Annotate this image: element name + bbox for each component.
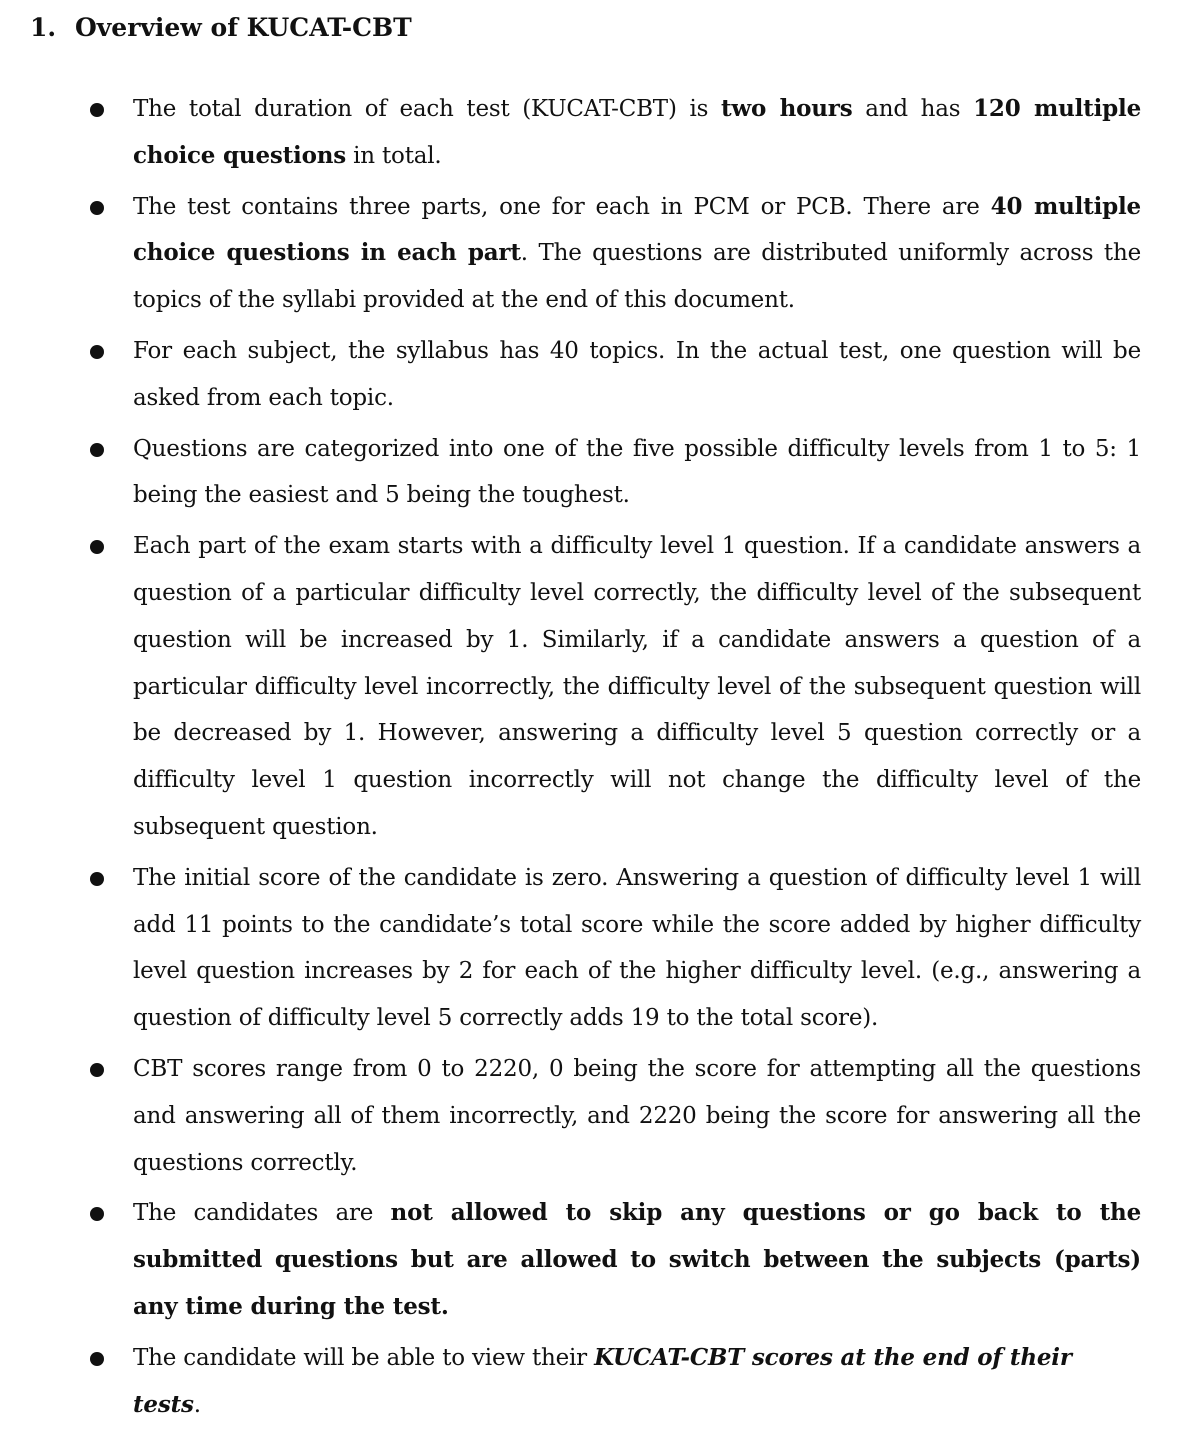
section-heading: [30, 10, 412, 46]
list-item: For each subject, the syllabus has 40 topics. In the actual test, one question will be asked from each topic.: [0, 328, 1200, 422]
list-item: The test contains three parts, one for each in PCM or PCB. There are 40 multiple choice questions in each part. The questions are distributed uniformly across the topics of the syllabi provided at the end of this document.: [0, 184, 1200, 324]
bullet-icon: [90, 345, 104, 359]
bullet-icon: [90, 103, 104, 117]
list-item: Questions are categorized into one of the five possible difficulty levels from 1 to 5: 1 being the easiest and 5 being the toughest.: [0, 426, 1200, 520]
list-item: Each part of the exam starts with a difficulty level 1 question. If a candidate answers a question of a particular difficulty level correctly, the difficulty level of the subsequent question will be increased by 1. Similarly, if a candidate answers a question of a particular difficulty level incorrectly, the difficulty level of the subsequent question will be decreased by 1. However, answering a difficulty level 5 question correctly or a difficulty level 1 question incorrectly will not change the difficulty level of the subsequent question.: [0, 523, 1200, 851]
list-item: The candidates are not allowed to skip any questions or go back to the submitted questions but are allowed to switch between the subjects (parts) any time during the test.: [0, 1190, 1200, 1330]
bullet-icon: [90, 1063, 104, 1077]
list-item: The initial score of the candidate is zero. Answering a question of difficulty level 1 will add 11 points to the candidate’s total score while the score added by higher difficulty level question increases by 2 for each of the higher difficulty level. (e.g., answering a question of difficulty level 5 correctly adds 19 to the total score).: [0, 855, 1200, 1042]
overview-list: [0, 86, 1200, 1432]
list-item: CBT scores range from 0 to 2220, 0 being the score for attempting all the questions and answering all of them incorrectly, and 2220 being the score for answering all the questions correctly.: [0, 1046, 1200, 1186]
bullet-icon: [90, 540, 104, 554]
list-item: The candidate will be able to view their KUCAT-CBT scores at the end of their tests.: [0, 1335, 1200, 1429]
bullet-icon: [90, 872, 104, 886]
section-number: 1.: [30, 13, 57, 42]
list-item: The total duration of each test (KUCAT-CBT) is two hours and has 120 multiple choice questions in total.: [0, 86, 1200, 180]
bullet-icon: [90, 443, 104, 457]
bullet-icon: [90, 1352, 104, 1366]
bullet-icon: [90, 201, 104, 215]
bullet-icon: [90, 1207, 104, 1221]
section-title: Overview of KUCAT-CBT: [75, 13, 412, 42]
